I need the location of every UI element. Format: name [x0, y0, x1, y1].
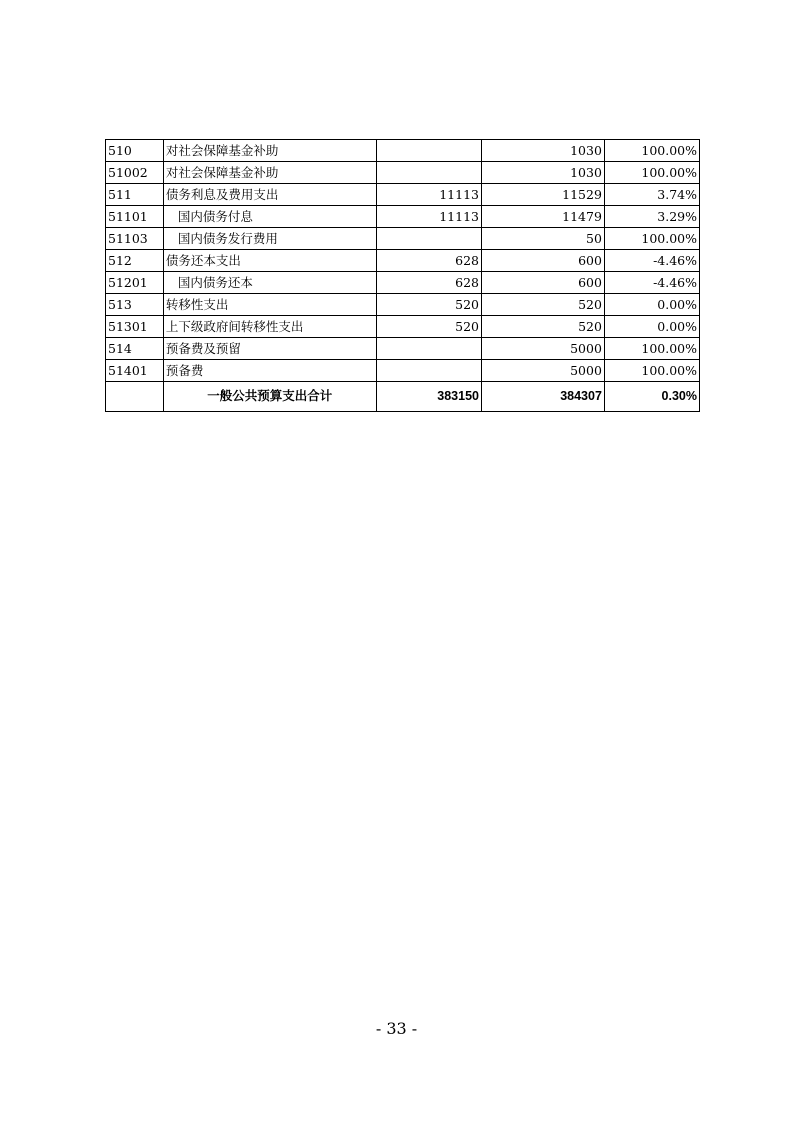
subject-name: 对社会保障基金补助 [163, 162, 376, 184]
current-value: 520 [482, 294, 605, 316]
subject-name: 对社会保障基金补助 [163, 140, 376, 162]
current-value: 1030 [482, 162, 605, 184]
current-value: 11529 [482, 184, 605, 206]
subject-code: 51301 [106, 316, 164, 338]
prior-value: 11113 [376, 184, 481, 206]
current-value: 600 [482, 250, 605, 272]
subject-code: 511 [106, 184, 164, 206]
budget-expenditure-table [105, 139, 700, 412]
subject-name: 转移性支出 [163, 294, 376, 316]
table-row [106, 162, 700, 184]
growth-rate: 0.00% [604, 294, 699, 316]
table-row [106, 250, 700, 272]
prior-value [376, 228, 481, 250]
subject-name: 国内债务付息 [163, 206, 376, 228]
total-code [106, 382, 164, 412]
subject-code: 513 [106, 294, 164, 316]
prior-value: 11113 [376, 206, 481, 228]
total-prior-value: 383150 [376, 382, 481, 412]
subject-name: 预备费 [163, 360, 376, 382]
total-growth-rate: 0.30% [604, 382, 699, 412]
growth-rate: 100.00% [604, 360, 699, 382]
current-value: 520 [482, 316, 605, 338]
table-row [106, 206, 700, 228]
subject-name: 债务利息及费用支出 [163, 184, 376, 206]
table-row [106, 360, 700, 382]
table-row [106, 338, 700, 360]
subject-name: 国内债务还本 [163, 272, 376, 294]
prior-value [376, 360, 481, 382]
current-value: 50 [482, 228, 605, 250]
prior-value: 628 [376, 272, 481, 294]
total-row [106, 382, 700, 412]
prior-value: 520 [376, 316, 481, 338]
prior-value [376, 338, 481, 360]
subject-code: 51201 [106, 272, 164, 294]
growth-rate: 100.00% [604, 228, 699, 250]
subject-code: 51401 [106, 360, 164, 382]
table-row [106, 316, 700, 338]
subject-code: 51103 [106, 228, 164, 250]
subject-code: 51101 [106, 206, 164, 228]
current-value: 5000 [482, 338, 605, 360]
growth-rate: 100.00% [604, 162, 699, 184]
subject-name: 债务还本支出 [163, 250, 376, 272]
prior-value [376, 140, 481, 162]
subject-code: 510 [106, 140, 164, 162]
subject-code: 51002 [106, 162, 164, 184]
growth-rate: 100.00% [604, 140, 699, 162]
growth-rate: 0.00% [604, 316, 699, 338]
table-row [106, 140, 700, 162]
total-label: 一般公共预算支出合计 [163, 382, 376, 412]
subject-name: 预备费及预留 [163, 338, 376, 360]
page-number: - 33 - [375, 1019, 418, 1038]
prior-value: 628 [376, 250, 481, 272]
growth-rate: -4.46% [604, 272, 699, 294]
growth-rate: 100.00% [604, 338, 699, 360]
table-row [106, 228, 700, 250]
current-value: 600 [482, 272, 605, 294]
growth-rate: 3.74% [604, 184, 699, 206]
prior-value [376, 162, 481, 184]
table-row [106, 294, 700, 316]
current-value: 11479 [482, 206, 605, 228]
growth-rate: 3.29% [604, 206, 699, 228]
total-current-value: 384307 [482, 382, 605, 412]
subject-code: 512 [106, 250, 164, 272]
subject-name: 国内债务发行费用 [163, 228, 376, 250]
prior-value: 520 [376, 294, 481, 316]
growth-rate: -4.46% [604, 250, 699, 272]
table-row [106, 184, 700, 206]
subject-name: 上下级政府间转移性支出 [163, 316, 376, 338]
current-value: 5000 [482, 360, 605, 382]
subject-code: 514 [106, 338, 164, 360]
current-value: 1030 [482, 140, 605, 162]
table-row [106, 272, 700, 294]
